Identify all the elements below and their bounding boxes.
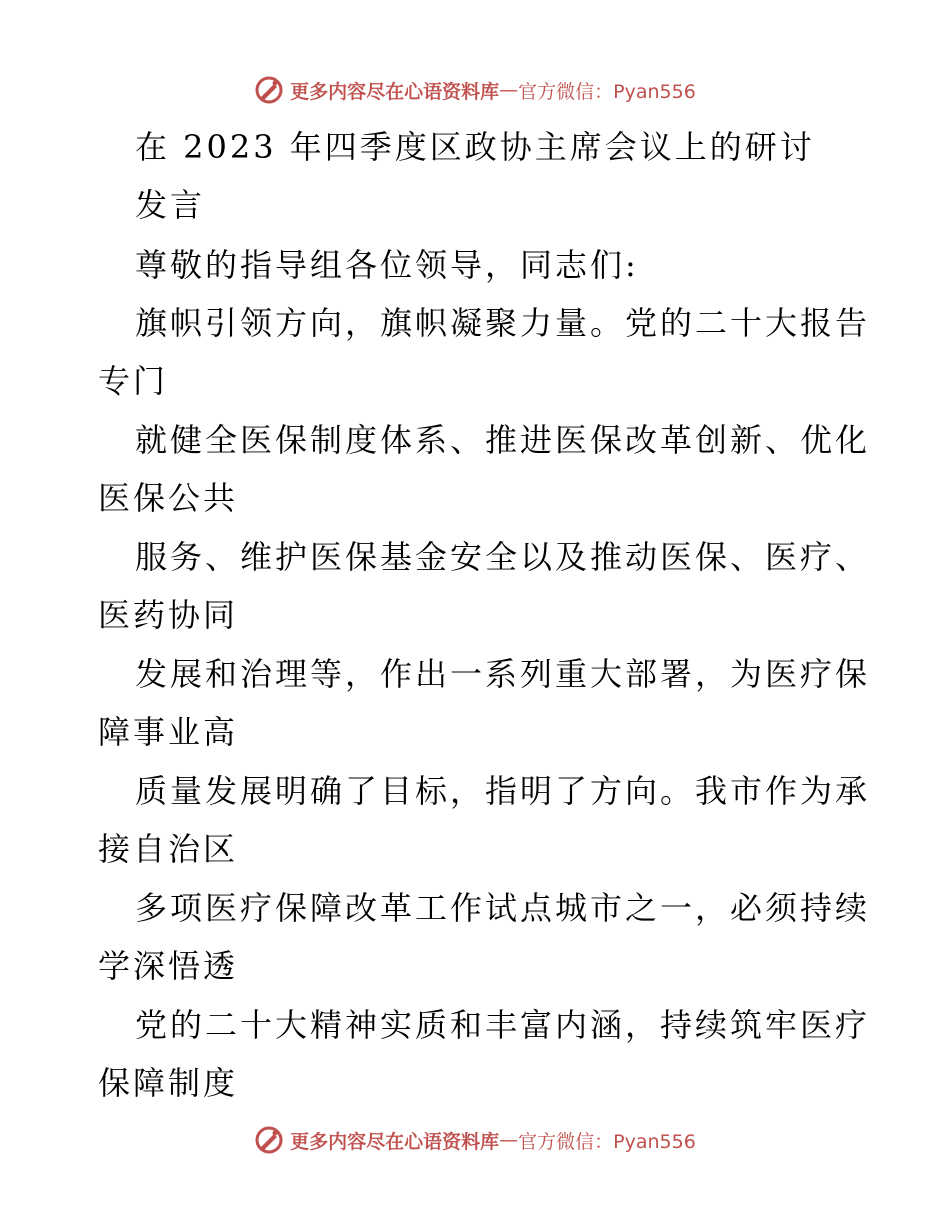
- header-banner: [0, 70, 950, 110]
- paragraph-line: 就健全医保制度体系、推进医保改革创新、优化: [135, 421, 871, 459]
- paragraph-line: 服务、维护医保基金安全以及推动医保、医疗、: [135, 538, 871, 576]
- title-line-2: 发言: [135, 186, 206, 224]
- paragraph-line: 障事业高: [98, 713, 239, 751]
- paragraph-line: 多项医疗保障改革工作试点城市之一，必须持续: [135, 889, 871, 927]
- paragraph-line: 保障制度: [98, 1064, 239, 1102]
- paragraph-line: 学深悟透: [98, 947, 239, 985]
- contact-text: 官方微信：Pyan556: [518, 1130, 696, 1153]
- brand-logo-icon: [254, 1125, 284, 1155]
- banner-separator: —: [499, 79, 519, 101]
- brand-logo-icon: [254, 75, 284, 105]
- paragraph-line: 专门: [98, 362, 169, 400]
- brand-text: 更多内容尽在心语资料库: [290, 1130, 500, 1153]
- paragraph-line: 接自治区: [98, 830, 239, 868]
- banner-separator: —: [499, 1129, 519, 1151]
- paragraph-line: 党的二十大精神实质和丰富内涵，持续筑牢医疗: [135, 1006, 871, 1044]
- paragraph-line: 旗帜引领方向，旗帜凝聚力量。党的二十大报告: [135, 304, 871, 342]
- paragraph-line: 医药协同: [98, 596, 239, 634]
- footer-banner: [0, 1120, 950, 1160]
- brand-text: 更多内容尽在心语资料库: [290, 80, 500, 103]
- salutation: 尊敬的指导组各位领导，同志们:: [135, 246, 639, 284]
- paragraph-line: 发展和治理等，作出一系列重大部署，为医疗保: [135, 655, 871, 693]
- paragraph-line: 质量发展明确了目标，指明了方向。我市作为承: [135, 772, 871, 810]
- title-line-1: 在 2023 年四季度区政协主席会议上的研讨: [135, 128, 815, 166]
- paragraph-line: 医保公共: [98, 479, 239, 517]
- contact-text: 官方微信：Pyan556: [518, 80, 696, 103]
